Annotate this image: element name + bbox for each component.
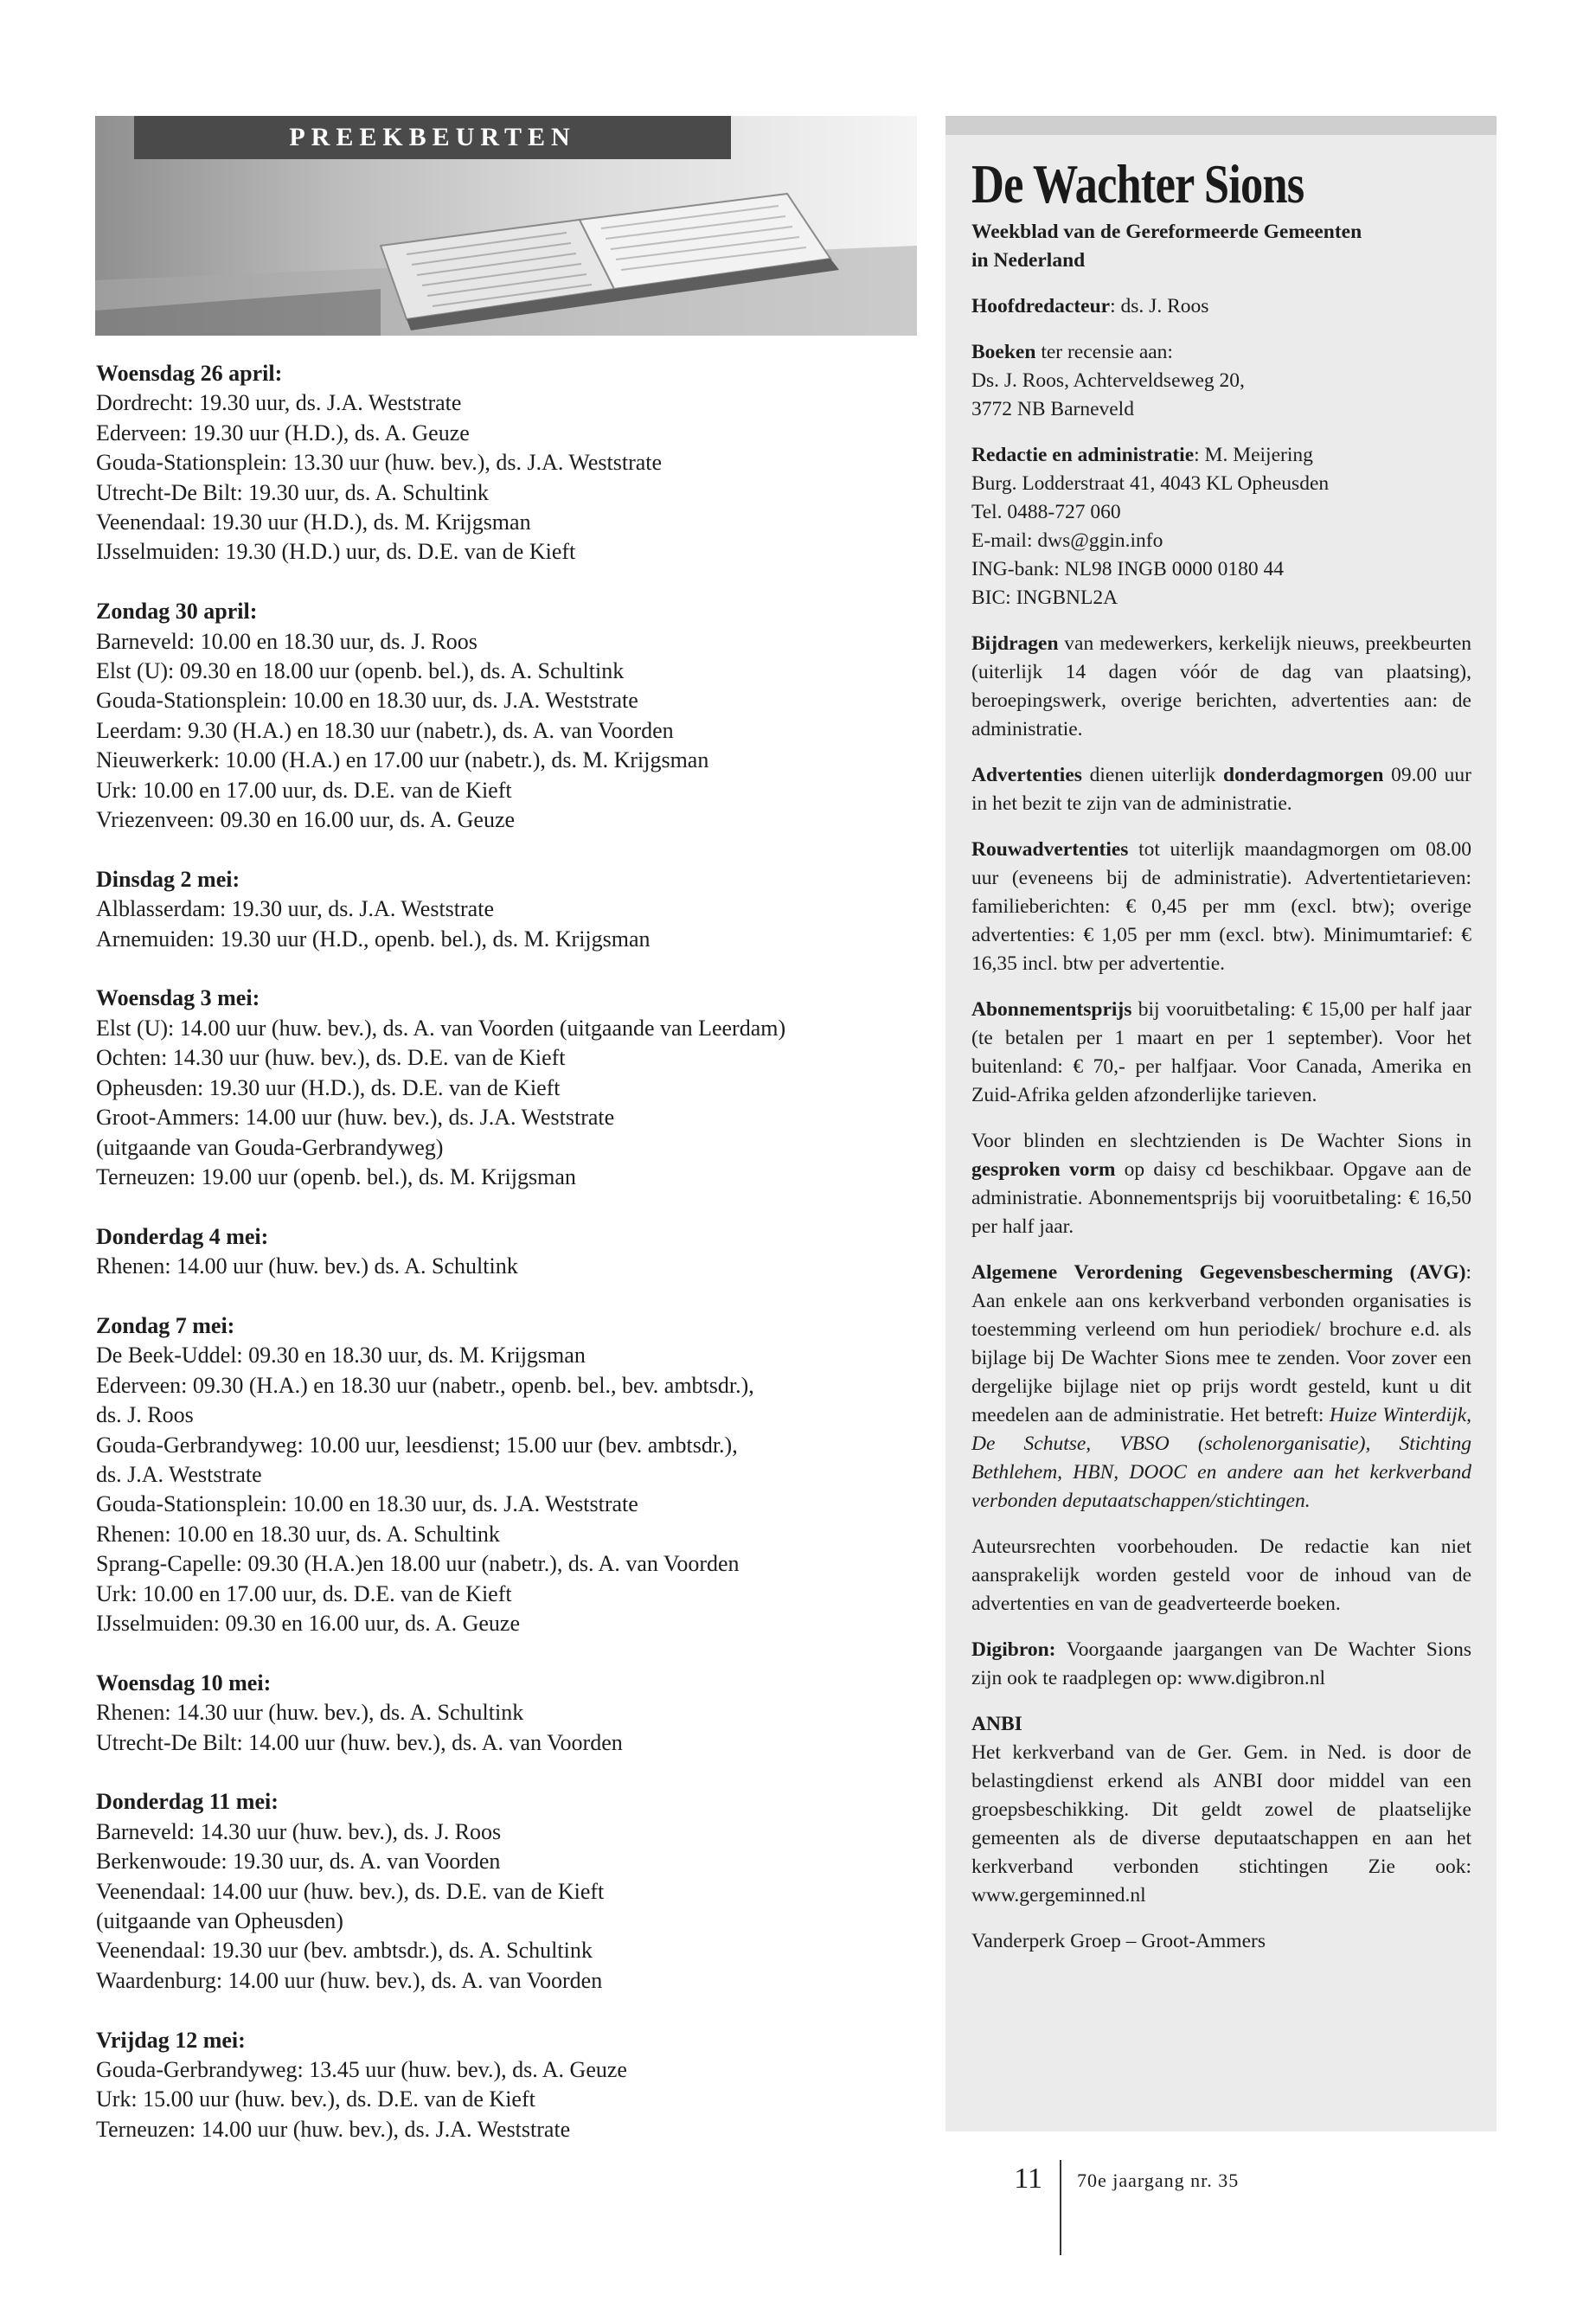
schedule-day-title: Dinsdag 2 mei: bbox=[96, 866, 240, 892]
schedule-entry: Urk: 15.00 uur (huw. bev.), ds. D.E. van de Kieft bbox=[96, 2086, 535, 2112]
digibron-text: Voorgaande jaargangen van De Wachter Sions zijn ook te raadplegen op: www.digibron.nl bbox=[971, 1638, 1471, 1689]
schedule-day-title: Donderdag 4 mei: bbox=[96, 1223, 269, 1249]
schedule-entry: Gouda-Stationsplein: 10.00 en 18.30 uur, ds. J.A. Weststrate bbox=[96, 688, 638, 714]
issue-label: 70e jaargang nr. 35 bbox=[1077, 2170, 1240, 2191]
schedule-day-title: Woensdag 3 mei: bbox=[96, 985, 260, 1011]
admin-value: : M. Meijering bbox=[1194, 444, 1313, 466]
schedule-day-group bbox=[96, 1787, 909, 1996]
schedule-day-title: Zondag 7 mei: bbox=[96, 1312, 235, 1338]
schedule-day-title: Woensdag 10 mei: bbox=[96, 1670, 272, 1695]
mourning-label: Rouwadvertenties bbox=[971, 838, 1129, 861]
masthead-title: De Wachter Sions bbox=[971, 153, 1304, 215]
audio-text-2: op daisy cd beschikbaar. Opgave aan de administratie. Abonnementsprijs bij vooruitbetaling: € 16,50 per half jaar. bbox=[971, 1158, 1471, 1238]
schedule-day-group bbox=[96, 1311, 909, 1638]
schedule-entry: Sprang-Capelle: 09.30 (H.A.)en 18.00 uur (nabetr.), ds. A. van Voorden bbox=[96, 1551, 740, 1577]
schedule-day-title: Zondag 30 april: bbox=[96, 599, 258, 625]
schedule-day-group bbox=[96, 597, 909, 835]
books-block bbox=[971, 338, 1471, 424]
schedule-entry: Rhenen: 14.30 uur (huw. bev.), ds. A. Schultink bbox=[96, 1700, 524, 1726]
ads-text-1: dienen uiterlijk bbox=[1081, 764, 1224, 786]
schedule-entry: Gouda-Gerbrandyweg: 10.00 uur, leesdienst; 15.00 uur (bev. ambtsdr.), bbox=[96, 1432, 738, 1458]
subscription-block bbox=[971, 996, 1471, 1110]
schedule-entry: Barneveld: 14.30 uur (huw. bev.), ds. J. Roos bbox=[96, 1818, 502, 1844]
schedule-day-title: Woensdag 26 april: bbox=[96, 361, 283, 386]
books-address-1: Ds. J. Roos, Achterveldseweg 20, bbox=[971, 369, 1245, 392]
ads-block bbox=[971, 761, 1471, 818]
anbi-text: Het kerkverband van de Ger. Gem. in Ned. is door de belastingdienst erkend als ANBI door middel van een groepsbeschikking. Dit geldt zowel de plaatselijke gemeenten als de diverse deputaatschappen en aan het kerkverband verbonden stichtingen Zie ook: www.gergeminned.nl bbox=[971, 1741, 1471, 1907]
schedule-entry: IJsselmuiden: 19.30 (H.D.) uur, ds. D.E. van de Kieft bbox=[96, 539, 576, 565]
anbi-label: ANBI bbox=[971, 1713, 1022, 1735]
schedule-entry: Dordrecht: 19.30 uur, ds. J.A. Weststrate bbox=[96, 390, 462, 416]
digibron-block bbox=[971, 1636, 1471, 1693]
schedule-entry: De Beek-Uddel: 09.30 en 18.30 uur, ds. M. Krijgsman bbox=[96, 1343, 586, 1368]
audio-text-1: Voor blinden en slechtzienden is De Wachter Sions in bbox=[971, 1130, 1471, 1152]
subscription-text: bij vooruitbetaling: € 15,00 per half jaar (te betalen per 1 maart en per 1 september). Voor het buitenland: € 70,- per halfjaar. Voor Canada, Amerika en Zuid-Afrika gelden afzonderlijke tarieven. bbox=[971, 998, 1471, 1106]
admin-label: Redactie en administratie bbox=[971, 444, 1195, 466]
schedule-day-title: Donderdag 11 mei: bbox=[96, 1789, 279, 1815]
masthead-subtitle-line-2: in Nederland bbox=[971, 249, 1086, 272]
schedule-entry: Barneveld: 10.00 en 18.30 uur, ds. J. Roos bbox=[96, 628, 478, 654]
schedule-day-group bbox=[96, 1669, 909, 1758]
audio-form: gesproken vorm bbox=[971, 1158, 1116, 1181]
schedule-entry: Nieuwerkerk: 10.00 (H.A.) en 17.00 uur (nabetr.), ds. M. Krijgsman bbox=[96, 747, 709, 773]
schedule-entry: IJsselmuiden: 09.30 en 16.00 uur, ds. A. Geuze bbox=[96, 1610, 521, 1636]
schedule-entry: Vriezenveen: 09.30 en 16.00 uur, ds. A. Geuze bbox=[96, 807, 516, 833]
books-label: Boeken bbox=[971, 341, 1036, 363]
schedule-entry: Groot-Ammers: 14.00 uur (huw. bev.), ds. J.A. Weststrate bbox=[96, 1105, 615, 1131]
avg-text: : Aan enkele aan ons kerkverband verbonden organisaties is toestemming verleend om hun periodiek/ brochure e.d. als bijlage bij De Wachter Sions mee te zenden. Voor zover een dergelijke bijlage niet op prijs wordt gesteld, kunt u dit meedelen aan de administratie. Het betreft: bbox=[971, 1261, 1471, 1426]
schedule-day-group bbox=[96, 865, 909, 954]
contributions-text: van medewerkers, kerkelijk nieuws, preekbeurten (uiterlijk 14 dagen vóór de dag van plaatsing), beroepingswerk, overige berichten, advertenties aan: de administratie. bbox=[971, 632, 1471, 740]
books-text: ter recensie aan: bbox=[1035, 341, 1173, 363]
ads-label: Advertenties bbox=[971, 764, 1082, 786]
audio-block bbox=[971, 1127, 1471, 1241]
colophon-body bbox=[971, 218, 1471, 1973]
mourning-text: tot uiterlijk maandagmorgen om 08.00 uur (eveneens bij de administratie). Advertentietarieven: familieberichten: € 0,45 per mm (excl. btw); overige advertenties: € 1,05 per mm (excl. btw). Minimumtarief: € 16,35 incl. btw per advertentie. bbox=[971, 838, 1471, 975]
mourning-block bbox=[971, 836, 1471, 978]
ads-text-2: 09.00 uur in het bezit te zijn van de administratie. bbox=[971, 764, 1472, 815]
admin-address: Burg. Lodderstraat 41, 4043 KL Opheusden bbox=[971, 472, 1330, 495]
admin-phone: Tel. 0488-727 060 bbox=[971, 501, 1121, 523]
schedule-day-group bbox=[96, 1222, 909, 1282]
schedule-entry: Leerdam: 9.30 (H.A.) en 18.30 uur (nabetr.), ds. A. van Voorden bbox=[96, 717, 674, 743]
editor-block bbox=[971, 292, 1471, 321]
contributions-block bbox=[971, 630, 1471, 744]
schedule-entry: Terneuzen: 14.00 uur (huw. bev.), ds. J.A. Weststrate bbox=[96, 2116, 571, 2142]
schedule-entry: Arnemuiden: 19.30 uur (H.D., openb. bel.), ds. M. Krijgsman bbox=[96, 926, 651, 952]
schedule-entry: Berkenwoude: 19.30 uur, ds. A. van Voorden bbox=[96, 1849, 501, 1875]
schedule-entry: Rhenen: 14.00 uur (huw. bev.) ds. A. Schultink bbox=[96, 1253, 518, 1279]
schedule-entry: Urk: 10.00 en 17.00 uur, ds. D.E. van de Kieft bbox=[96, 1580, 512, 1606]
schedule-entry: Elst (U): 09.30 en 18.00 uur (openb. bel.), ds. A. Schultink bbox=[96, 658, 625, 684]
copyright-block: Auteursrechten voorbehouden. De redactie kan niet aansprakelijk worden gesteld voor de inhoud van de advertenties en van de geadverteerde boeken. bbox=[971, 1535, 1471, 1615]
schedule-entry: Gouda-Stationsplein: 13.30 uur (huw. bev.), ds. J.A. Weststrate bbox=[96, 450, 663, 476]
schedule-entry: Ochten: 14.30 uur (huw. bev.), ds. D.E. van de Kieft bbox=[96, 1045, 566, 1071]
books-address-2: 3772 NB Barneveld bbox=[971, 398, 1134, 420]
contributions-label: Bijdragen bbox=[971, 632, 1059, 655]
avg-organisations: Huize Winterdijk, De Schutse, VBSO (scholenorganisatie), Stichting Bethlehem, HBN, DOOC en andere aan het kerkverband verbonden deputaatschappen/stichtingen. bbox=[971, 1404, 1472, 1512]
schedule-entry: Gouda-Stationsplein: 10.00 en 18.30 uur, ds. J.A. Weststrate bbox=[96, 1491, 638, 1517]
schedule-entry: (uitgaande van Opheusden) bbox=[96, 1908, 343, 1934]
schedule-entry: Opheusden: 19.30 uur (H.D.), ds. D.E. van de Kieft bbox=[96, 1074, 561, 1100]
schedule-entry: Elst (U): 14.00 uur (huw. bev.), ds. A. van Voorden (uitgaande van Leerdam) bbox=[96, 1015, 786, 1041]
schedule-entry: Veenendaal: 19.30 uur (bev. ambtsdr.), ds. A. Schultink bbox=[96, 1938, 593, 1964]
schedule-entry: Terneuzen: 19.00 uur (openb. bel.), ds. M. Krijgsman bbox=[96, 1163, 576, 1189]
schedule-entry: Utrecht-De Bilt: 14.00 uur (huw. bev.), ds. A. van Voorden bbox=[96, 1729, 623, 1755]
schedule-entry: Waardenburg: 14.00 uur (huw. bev.), ds. A. van Voorden bbox=[96, 1967, 603, 1993]
masthead-subtitle bbox=[971, 218, 1471, 275]
schedule-entry: (uitgaande van Gouda-Gerbrandyweg) bbox=[96, 1134, 444, 1160]
schedule-day-title: Vrijdag 12 mei: bbox=[96, 2027, 246, 2053]
editor-value: : ds. J. Roos bbox=[1110, 295, 1209, 317]
digibron-label: Digibron: bbox=[971, 1638, 1056, 1661]
schedule-day-group bbox=[96, 2026, 909, 2145]
schedule-entry: Urk: 10.00 en 17.00 uur, ds. D.E. van de Kieft bbox=[96, 777, 512, 803]
schedule-day-group bbox=[96, 984, 909, 1192]
schedule-entry: Veenendaal: 14.00 uur (huw. bev.), ds. D.E. van de Kieft bbox=[96, 1878, 605, 1904]
schedule-entry: Alblasserdam: 19.30 uur, ds. J.A. Weststrate bbox=[96, 896, 494, 922]
masthead-subtitle-line-1: Weekblad van de Gereformeerde Gemeenten bbox=[971, 221, 1362, 243]
section-title: PREEKBEURTEN bbox=[134, 116, 731, 159]
schedule-entry: ds. J.A. Weststrate bbox=[96, 1461, 262, 1487]
sermon-schedule bbox=[96, 359, 909, 2175]
schedule-entry: Ederveen: 09.30 (H.A.) en 18.30 uur (nabetr., openb. bel., bev. ambtsdr.), bbox=[96, 1372, 754, 1398]
page-number: 11 bbox=[1014, 2163, 1042, 2195]
schedule-entry: Veenendaal: 19.30 uur (H.D.), ds. M. Krijgsman bbox=[96, 510, 531, 535]
admin-bic: BIC: INGBNL2A bbox=[971, 586, 1118, 609]
ads-deadline: donderdagmorgen bbox=[1223, 764, 1384, 786]
admin-block bbox=[971, 441, 1471, 612]
printer: Vanderperk Groep – Groot-Ammers bbox=[971, 1930, 1266, 1952]
schedule-day-group bbox=[96, 359, 909, 567]
schedule-entry: Utrecht-De Bilt: 19.30 uur, ds. A. Schultink bbox=[96, 479, 489, 505]
admin-bank: ING-bank: NL98 INGB 0000 0180 44 bbox=[971, 558, 1284, 580]
admin-email: E-mail: dws@ggin.info bbox=[971, 529, 1163, 552]
editor-label: Hoofdredacteur bbox=[971, 295, 1111, 317]
anbi-block bbox=[971, 1710, 1471, 1910]
subscription-label: Abonnementsprijs bbox=[971, 998, 1132, 1021]
schedule-entry: ds. J. Roos bbox=[96, 1402, 194, 1428]
avg-label: Algemene Verordening Gegevensbescherming (AVG) bbox=[971, 1261, 1466, 1284]
schedule-entry: Rhenen: 10.00 en 18.30 uur, ds. A. Schultink bbox=[96, 1521, 500, 1547]
schedule-entry: Gouda-Gerbrandyweg: 13.45 uur (huw. bev.), ds. A. Geuze bbox=[96, 2057, 627, 2083]
footer-divider bbox=[1060, 2160, 1061, 2255]
avg-block bbox=[971, 1259, 1471, 1516]
schedule-entry: Ederveen: 19.30 uur (H.D.), ds. A. Geuze bbox=[96, 420, 470, 445]
